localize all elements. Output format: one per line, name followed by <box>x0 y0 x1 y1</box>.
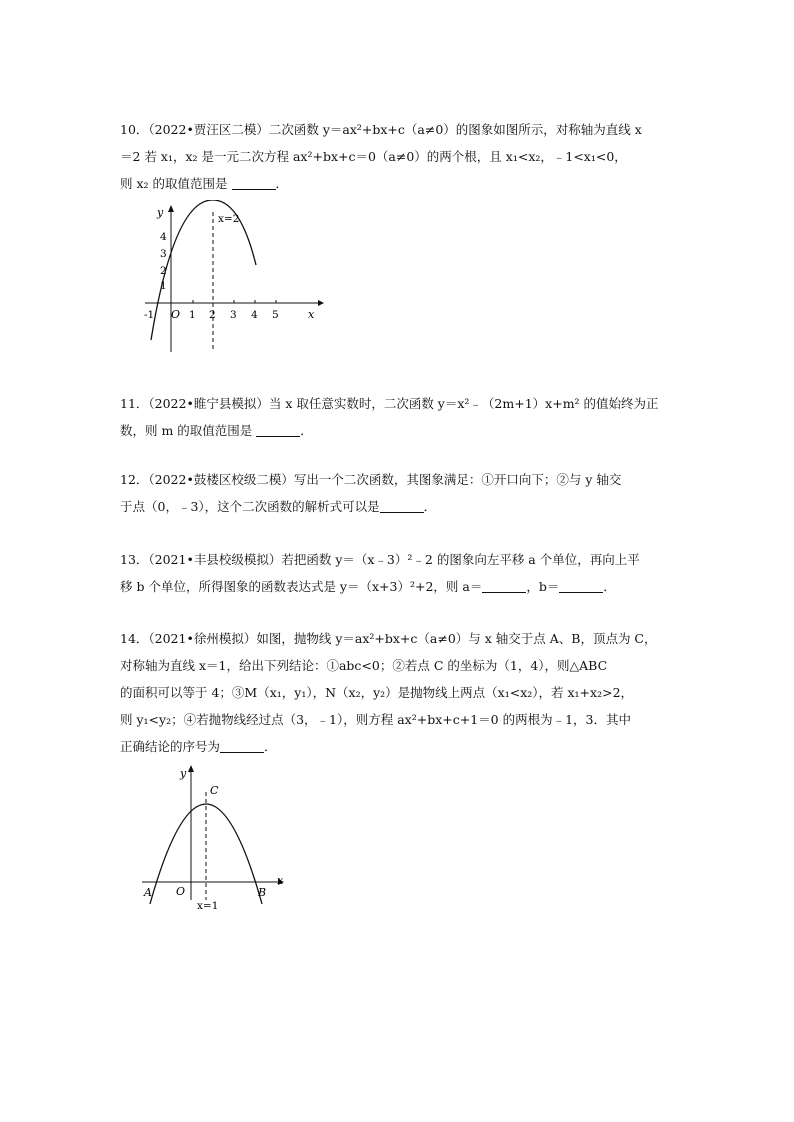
q12-answer-blank[interactable] <box>380 498 424 513</box>
q10-xtick-m1: -1 <box>144 309 155 321</box>
q10-xtick-5: 5 <box>272 309 279 321</box>
q11-line2-end: ． <box>300 423 313 438</box>
q10-line1: 10．（2022•贾汪区二模）二次函数 y＝ax²+bx+c（a≠0）的图象如图所示，对称轴为直线 x <box>120 122 642 137</box>
q12-line2-text: 于点（0，﹣3），这个二次函数的解析式可以是 <box>120 499 380 514</box>
q13-line2-mid: ，b＝ <box>526 579 560 594</box>
q14-y-arrow-icon <box>188 765 194 772</box>
q14-line5-end: ． <box>264 739 277 754</box>
question-12 <box>120 466 680 520</box>
q11-answer-blank[interactable] <box>256 422 300 437</box>
q14-graph <box>140 762 300 912</box>
q10-y-label: y <box>157 206 164 219</box>
q11-line2-text: 数，则 m 的取值范围是 <box>120 423 253 438</box>
q14-line5-text: 正确结论的序号为 <box>120 739 221 754</box>
q14-line3: 的面积可以等于 4；③M（x₁，y₁），N（x₂，y₂）是抛物线上两点（x₁<x₂），若 x₁+x₂>2， <box>120 685 634 700</box>
q10-ytick-3: 3 <box>160 248 167 260</box>
q14-y-label: y <box>180 767 187 780</box>
q13-line2-end: ． <box>603 579 616 594</box>
q13-line2 <box>120 573 680 600</box>
q10-x-label: x <box>308 308 315 321</box>
q10-sym-label: x=2 <box>218 213 240 225</box>
question-14 <box>120 625 680 760</box>
q14-line5 <box>120 733 680 760</box>
q10-line3 <box>120 170 680 197</box>
q14-point-a: A <box>144 886 152 899</box>
q14-origin: O <box>176 885 186 898</box>
q10-xtick-1: 1 <box>189 309 196 321</box>
q10-x-arrow-icon <box>318 300 324 306</box>
q11-line1: 11．（2022•睢宁县模拟）当 x 取任意实数时，二次函数 y＝x²﹣（2m+1）x+m² 的值始终为正 <box>120 396 659 411</box>
q14-sym-label: x=1 <box>197 900 219 912</box>
q13-answer-blank-b[interactable] <box>559 578 603 593</box>
q10-xtick-4: 4 <box>251 309 258 321</box>
q10-xtick-3: 3 <box>230 309 237 321</box>
q14-x-label: x <box>277 874 284 887</box>
q10-xtick-2: 2 <box>209 309 216 321</box>
question-11 <box>120 390 680 444</box>
q10-line3-end: ． <box>275 176 289 191</box>
q10-graph <box>140 200 330 360</box>
q14-point-c: C <box>210 784 219 797</box>
q10-y-arrow-icon <box>168 205 174 212</box>
q10-origin: O <box>171 308 181 321</box>
q10-ytick-2: 2 <box>160 265 167 277</box>
q10-parabola <box>151 200 256 340</box>
q13-line2-text: 移 b 个单位，所得图象的函数表达式是 y＝（x+3）²+2，则 a＝ <box>120 579 483 594</box>
q12-line2 <box>120 493 680 520</box>
q14-parabola <box>150 804 262 904</box>
q14-point-b: B <box>258 886 267 899</box>
q14-answer-blank[interactable] <box>220 738 264 753</box>
question-13 <box>120 546 680 600</box>
question-10 <box>120 116 680 197</box>
q13-line1: 13．（2021•丰县校级模拟）若把函数 y＝（x﹣3）²﹣2 的图象向左平移 a 个单位，再向上平 <box>120 552 640 567</box>
q10-line3-text: 则 x₂ 的取值范围是 <box>120 176 228 191</box>
q10-ytick-4: 4 <box>160 231 167 243</box>
q12-line2-end: ． <box>423 499 437 514</box>
q10-ytick-1: 1 <box>160 280 167 292</box>
q14-line2: 对称轴为直线 x＝1，给出下列结论：①abc<0；②若点 C 的坐标为（1，4），则△ABC <box>120 658 608 673</box>
q10-answer-blank[interactable] <box>232 175 276 190</box>
q12-line1: 12．（2022•鼓楼区校级二模）写出一个二次函数，其图象满足：①开口向下；②与 y 轴交 <box>120 472 622 487</box>
q11-line2 <box>120 417 680 444</box>
q14-line1: 14．（2021•徐州模拟）如图，抛物线 y＝ax²+bx+c（a≠0）与 x 轴交于点 A、B，顶点为 C， <box>120 631 657 646</box>
q13-answer-blank-a[interactable] <box>482 578 526 593</box>
q10-line2: ＝2 若 x₁，x₂ 是一元二次方程 ax²+bx+c＝0（a≠0）的两个根，且 x₁<x₂，﹣1<x₁<0， <box>120 149 627 164</box>
q14-line4: 则 y₁<y₂；④若抛物线经过点（3，﹣1），则方程 ax²+bx+c+1＝0 的两根为﹣1，3．其中 <box>120 712 631 727</box>
